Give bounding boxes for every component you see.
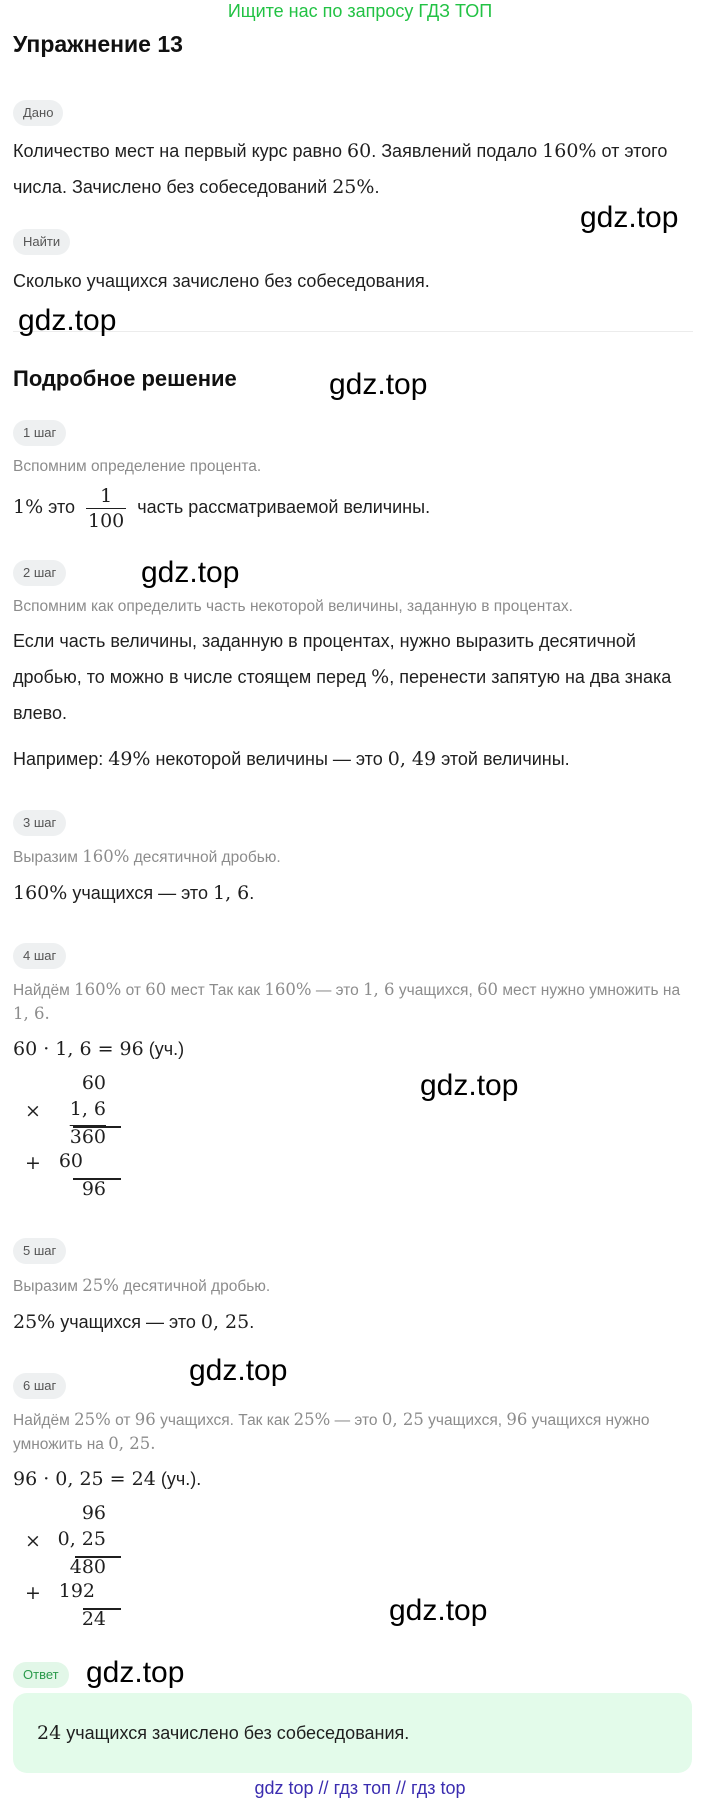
footer-link-gdz-top-ru[interactable]: гдз топ (333, 1778, 391, 1798)
step-2-line-2 (13, 659, 703, 695)
given-text: . Заявлений подало (371, 141, 543, 161)
math-value: 96 (506, 1410, 528, 1429)
step-2-line-1: Если часть величины, заданную в процентах, нужно выразить десятичной (13, 631, 636, 651)
hint-text: — это (330, 1412, 382, 1429)
step-3-text: учащихся — это (67, 883, 213, 903)
times-sign: × (25, 1100, 41, 1122)
partial-product: 360 (69, 1126, 106, 1148)
step-6-hint (13, 1408, 703, 1456)
multiplier: 1, 6 (69, 1098, 106, 1120)
math-value: % (371, 666, 390, 688)
math-value: 60 (145, 980, 167, 999)
exercise-title: Упражнение 13 (13, 31, 183, 57)
step-3-text: . (249, 883, 255, 903)
step-4-hint (13, 978, 703, 1026)
math-value: 0, 49 (387, 748, 437, 770)
step-1-pill: 1 шаг (13, 420, 66, 446)
watermark: gdz.top (329, 368, 428, 401)
step-2-text: , перенести запятую на два знака (389, 667, 672, 687)
math-value: 1, 6. (13, 1004, 50, 1023)
given-text: . (374, 177, 380, 197)
step-2-text: этой величины. (436, 749, 570, 769)
hint-text: Найдём (13, 1412, 75, 1429)
given-line-2 (13, 169, 703, 205)
math-value: 0, 25. (108, 1434, 156, 1453)
partial-product: 60 (58, 1150, 83, 1172)
step-2-text: Например: (13, 749, 109, 769)
step-2-hint: Вспомним как определить часть некоторой величины, заданную в процентах. (13, 598, 573, 615)
given-text: Количество мест на первый курс равно (13, 141, 347, 161)
step-1-text: это (43, 497, 80, 517)
math-value: 160% (13, 882, 68, 904)
step-1-statement (13, 481, 703, 533)
given-text: числа. Зачислено без собеседований (13, 177, 333, 197)
hint-text: Выразим (13, 849, 83, 866)
hint-text: мест нужно умножить на (498, 982, 681, 999)
step-6-pill: 6 шаг (13, 1373, 66, 1399)
hint-text: учащихся, (394, 982, 478, 999)
hint-text: Найдём (13, 982, 75, 999)
watermark: gdz.top (420, 1069, 519, 1102)
step-6-equation (13, 1461, 703, 1497)
unit-label: (уч.) (143, 1039, 185, 1059)
column-multiplication-1 (13, 1072, 133, 1212)
step-1-text: часть рассматриваемой величины. (132, 497, 431, 517)
watermark: gdz.top (86, 1656, 185, 1689)
hint-text: учащихся нужно (527, 1412, 650, 1429)
watermark: gdz.top (141, 556, 240, 589)
fraction-numerator: 1 (86, 484, 126, 509)
step-5-hint (13, 1274, 703, 1298)
math-value: 1% (13, 496, 44, 518)
math-value: 96 (134, 1410, 156, 1429)
hint-text: умножить на (13, 1436, 109, 1453)
multiplier: 0, 25 (57, 1528, 106, 1550)
answer-value: 24 (37, 1722, 62, 1744)
step-2-text: дробью, то можно в числе стоящем перед (13, 667, 372, 687)
math-value: 160% (264, 980, 312, 999)
footer-link-gdz-top-mixed[interactable]: гдз top (410, 1778, 466, 1798)
math-value: 1, 6 (212, 882, 250, 904)
search-hint-banner[interactable]: Ищите нас по запросу ГДЗ ТОП (227, 1, 493, 21)
footer-separator: // (318, 1778, 329, 1798)
step-3-pill: 3 шаг (13, 810, 66, 836)
math-value: 25% (13, 1311, 56, 1333)
math-value: 25% (82, 1276, 119, 1295)
math-value: 25% (293, 1410, 331, 1429)
answer-pill: Ответ (13, 1662, 69, 1688)
plus-sign: + (25, 1582, 41, 1604)
math-value: 160% (74, 980, 122, 999)
hint-text: мест Так как (166, 982, 265, 999)
given-text: от этого (596, 141, 668, 161)
hint-text: десятичной дробью. (118, 1278, 271, 1295)
given-value: 25% (332, 176, 375, 198)
given-line-1 (13, 133, 703, 169)
answer-text (37, 1693, 409, 1773)
step-2-example (13, 741, 703, 777)
step-4-pill: 4 шаг (13, 943, 66, 969)
math-equation: 96 · 0, 25 = 24 (13, 1468, 156, 1490)
step-1-hint: Вспомним определение процента. (13, 458, 262, 475)
given-value: 60 (347, 140, 372, 162)
column-multiplication-2 (13, 1502, 133, 1642)
multiplicand: 60 (81, 1072, 106, 1094)
given-value: 160% (542, 140, 597, 162)
watermark: gdz.top (189, 1354, 288, 1387)
product: 24 (81, 1608, 106, 1630)
step-4-equation (13, 1031, 703, 1067)
answer-sentence: учащихся зачислено без собеседования. (61, 1723, 410, 1743)
fraction (86, 484, 126, 533)
math-equation: 60 · 1, 6 = 96 (13, 1038, 144, 1060)
times-sign: × (25, 1530, 41, 1552)
multiplicand: 96 (81, 1502, 106, 1524)
footer-link-gdz-top[interactable]: gdz top (254, 1778, 314, 1798)
step-5-statement (13, 1304, 703, 1340)
hint-text: от (121, 982, 146, 999)
watermark: gdz.top (389, 1594, 488, 1627)
fraction-denominator: 100 (88, 509, 125, 532)
hint-text: Выразим (13, 1278, 83, 1295)
math-value: 0, 25 (381, 1410, 424, 1429)
hint-text: учащихся. Так как (155, 1412, 294, 1429)
step-3-statement (13, 875, 703, 911)
hint-text: учащихся, (423, 1412, 507, 1429)
step-2-pill: 2 шаг (13, 560, 66, 586)
hint-text: от (110, 1412, 135, 1429)
solution-title: Подробное решение (13, 366, 237, 391)
partial-product: 192 (58, 1580, 95, 1602)
hint-text: десятичной дробью. (129, 849, 281, 866)
hint-text: — это (311, 982, 364, 999)
unit-label: (уч.). (155, 1469, 202, 1489)
math-value: 160% (82, 847, 130, 866)
math-value: 60 (477, 980, 499, 999)
watermark: gdz.top (580, 201, 679, 234)
plus-sign: + (25, 1152, 41, 1174)
step-5-text: учащихся — это (55, 1312, 201, 1332)
find-text: Сколько учащихся зачислено без собеседования. (13, 271, 430, 291)
step-5-text: . (249, 1312, 255, 1332)
math-value: 25% (74, 1410, 111, 1429)
given-pill: Дано (13, 100, 63, 126)
footer-separator: // (395, 1778, 406, 1798)
math-value: 49% (108, 748, 151, 770)
step-2-text: некоторой величины — это (150, 749, 388, 769)
find-pill: Найти (13, 229, 70, 255)
math-value: 1, 6 (363, 980, 395, 999)
watermark: gdz.top (18, 304, 117, 337)
partial-product: 480 (69, 1556, 106, 1578)
footer-links (0, 1773, 720, 1803)
step-5-pill: 5 шаг (13, 1238, 66, 1264)
answer-box (13, 1693, 692, 1773)
step-2-line-3: влево. (13, 703, 68, 723)
math-value: 0, 25 (200, 1311, 250, 1333)
product: 96 (81, 1178, 106, 1200)
step-3-hint (13, 845, 703, 869)
